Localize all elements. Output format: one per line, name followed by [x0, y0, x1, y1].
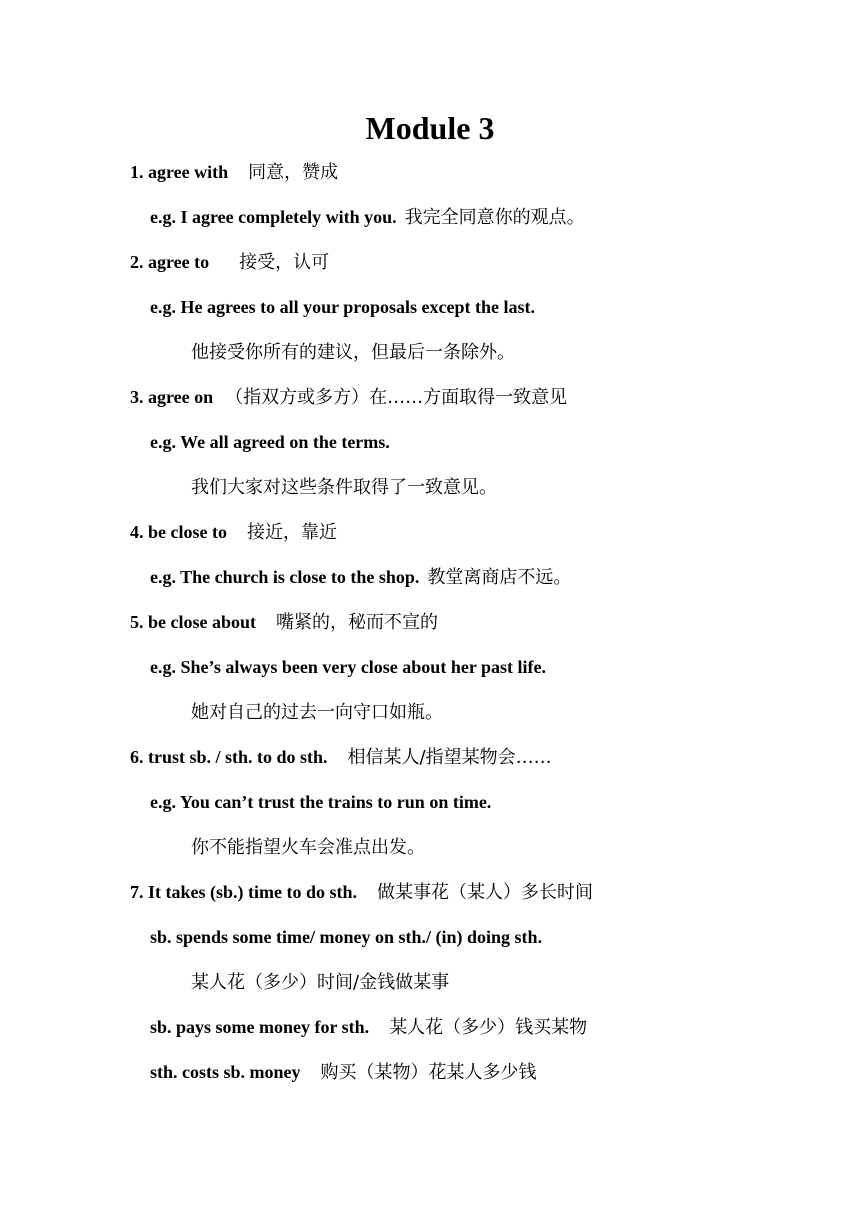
phrase-text: sb. pays some money for sth.: [150, 1017, 370, 1037]
phrase-text: 6. trust sb. / sth. to do sth.: [130, 747, 328, 767]
entry-2-heading: [130, 249, 329, 275]
entry-4-heading: [130, 519, 337, 545]
phrase-text: sb. spends some time/ money on sth./ (in) doing sth.: [150, 927, 543, 947]
example-text: e.g. I agree completely with you.: [150, 207, 397, 227]
example-text: e.g. The church is close to the shop.: [150, 567, 420, 587]
translation-text: 教堂离商店不远。: [427, 567, 572, 588]
translation-text: 我完全同意你的观点。: [404, 207, 585, 228]
entry-5-heading: [130, 609, 438, 635]
meaning-text: 做某事花（某人）多长时间: [377, 882, 593, 903]
meaning-text: 某人花（多少）钱买某物: [389, 1017, 588, 1038]
entry-3-heading: [130, 384, 567, 410]
entry-6-heading: [130, 744, 552, 770]
meaning-text: 接受，认可: [239, 252, 330, 273]
example-text: e.g. He agrees to all your proposals except the last.: [150, 297, 535, 317]
meaning-text: 相信某人/指望某物会……: [347, 747, 552, 768]
entry-1-example: [150, 204, 585, 230]
entry-7-variant-pay: [150, 1014, 587, 1040]
entry-2-example: [150, 294, 535, 320]
entry-6-example: [150, 789, 491, 815]
entry-7-variant-spend: [150, 924, 542, 950]
translation-text: 她对自己的过去一向守口如瓶。: [191, 702, 443, 723]
phrase-text: 3. agree on: [130, 387, 214, 407]
phrase-text: sth. costs sb. money: [150, 1062, 301, 1082]
phrase-text: 7. It takes (sb.) time to do sth.: [130, 882, 357, 902]
meaning-text: 接近，靠近: [246, 522, 337, 543]
entry-1-heading: [130, 159, 338, 185]
phrase-text: 4. be close to: [130, 522, 227, 542]
phrase-text: 5. be close about: [130, 612, 256, 632]
meaning-text: 嘴紧的，秘而不宣的: [276, 612, 438, 633]
entry-5-translation: [191, 699, 443, 725]
translation-text: 他接受你所有的建议，但最后一条除外。: [191, 342, 515, 363]
meaning-text: （指双方或多方）在……方面取得一致意见: [225, 387, 568, 408]
entry-7-spend-translation: [191, 969, 449, 995]
example-text: e.g. We all agreed on the terms.: [150, 432, 390, 452]
meaning-text: 同意，赞成: [248, 162, 339, 183]
phrase-text: 1. agree with: [130, 162, 229, 182]
entry-3-translation: [191, 474, 497, 500]
entry-7-heading: [130, 879, 593, 905]
example-text: e.g. You can’t trust the trains to run on time.: [150, 792, 492, 812]
entry-4-example: [150, 564, 571, 590]
translation-text: 你不能指望火车会准点出发。: [191, 837, 425, 858]
translation-text: 我们大家对这些条件取得了一致意见。: [191, 477, 497, 498]
translation-text: 某人花（多少）时间/金钱做某事: [191, 972, 450, 993]
entry-2-translation: [191, 339, 515, 365]
page-title: Module 3: [365, 110, 495, 146]
phrase-text: 2. agree to: [130, 252, 210, 272]
entry-7-variant-cost: [150, 1059, 537, 1085]
meaning-text: 购买（某物）花某人多少钱: [320, 1062, 537, 1083]
entry-3-example: [150, 429, 390, 455]
example-text: e.g. She’s always been very close about her past life.: [150, 657, 546, 677]
entry-5-example: [150, 654, 546, 680]
entry-6-translation: [191, 834, 425, 860]
